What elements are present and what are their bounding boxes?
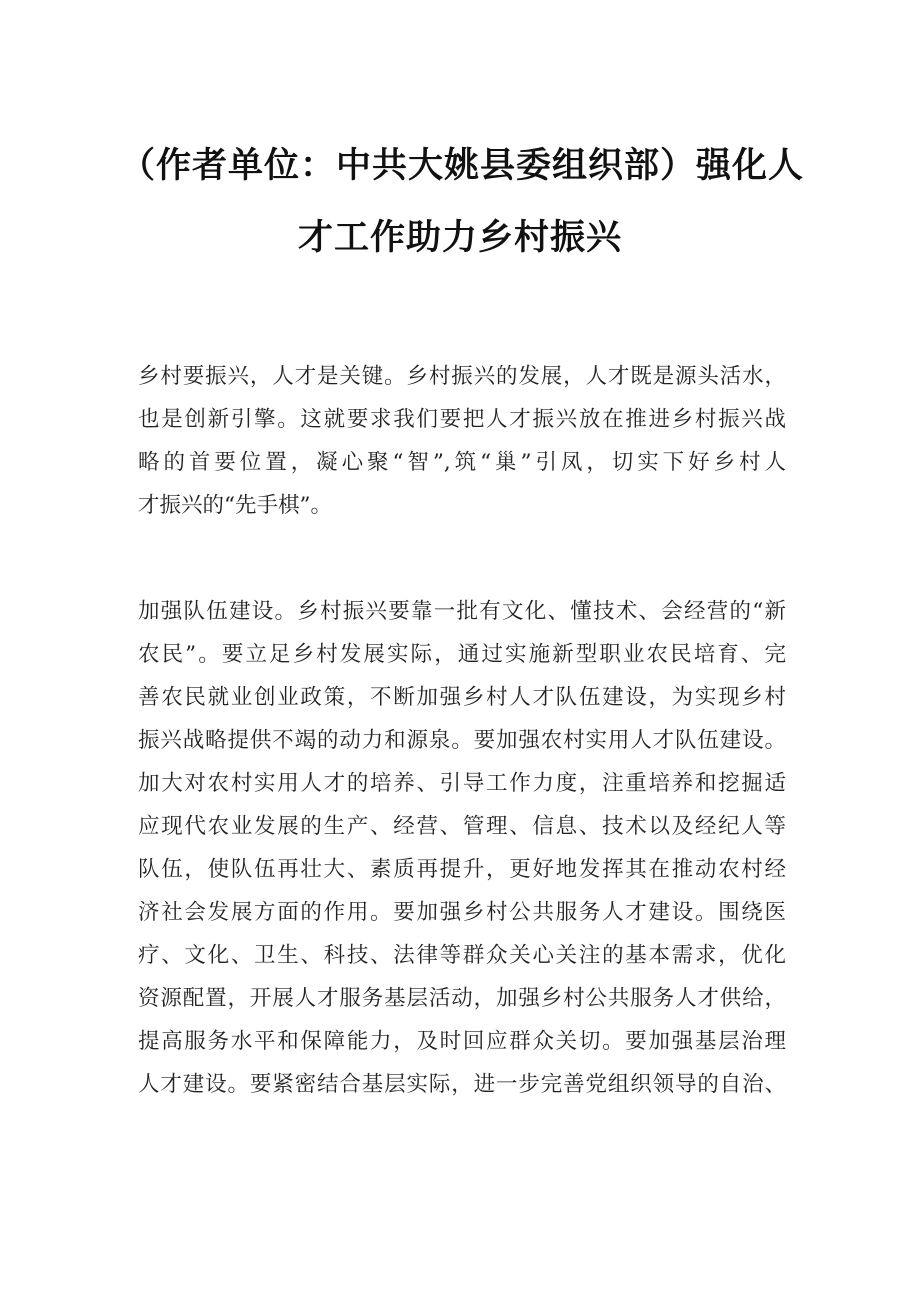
paragraph-line: 也是创新引擎。这就要求我们要把人才振兴放在推进乡村振兴战 — [138, 407, 786, 432]
title-line: 才工作助力乡村振兴 — [297, 218, 622, 258]
paragraph-line: 应现代农业发展的生产、经营、管理、信息、技术以及经纪人等 — [138, 814, 786, 839]
team-building-paragraph — [138, 590, 786, 1106]
paragraph-line: 才振兴的“先手棋”。 — [138, 493, 332, 518]
paragraph-line: 疗、文化、卫生、科技、法律等群众关心关注的基本需求，优化 — [138, 943, 786, 968]
paragraph-line: 善农民就业创业政策，不断加强乡村人才队伍建设，为实现乡村 — [138, 685, 786, 710]
paragraph-line: 济社会发展方面的作用。要加强乡村公共服务人才建设。围绕医 — [138, 900, 786, 925]
title-line: （作者单位：中共大姚县委组织部）强化人 — [120, 146, 805, 186]
paragraph-line: 资源配置，开展人才服务基层活动，加强乡村公共服务人才供给， — [138, 986, 786, 1011]
paragraph-line: 农民”。要立足乡村发展实际，通过实施新型职业农民培育、完 — [138, 642, 786, 667]
paragraph-line: 提高服务水平和保障能力，及时回应群众关切。要加强基层治理 — [138, 1029, 786, 1054]
paragraph-line: 略的首要位置，凝心聚“智”,筑“巢”引凤，切实下好乡村人 — [138, 450, 786, 475]
paragraph-line: 振兴战略提供不竭的动力和源泉。要加强农村实用人才队伍建设。 — [138, 728, 786, 753]
intro-paragraph — [138, 355, 786, 527]
paragraph-line: 加大对农村实用人才的培养、引导工作力度，注重培养和挖掘适 — [138, 771, 786, 796]
paragraph-line: 加强队伍建设。乡村振兴要靠一批有文化、懂技术、会经营的“新 — [138, 599, 786, 624]
paragraph-line: 队伍，使队伍再壮大、素质再提升，更好地发挥其在推动农村经 — [138, 857, 786, 882]
document-title — [120, 130, 805, 274]
paragraph-line: 乡村要振兴，人才是关键。乡村振兴的发展，人才既是源头活水， — [138, 364, 786, 389]
paragraph-line: 人才建设。要紧密结合基层实际，进一步完善党组织领导的自治、 — [138, 1072, 786, 1097]
